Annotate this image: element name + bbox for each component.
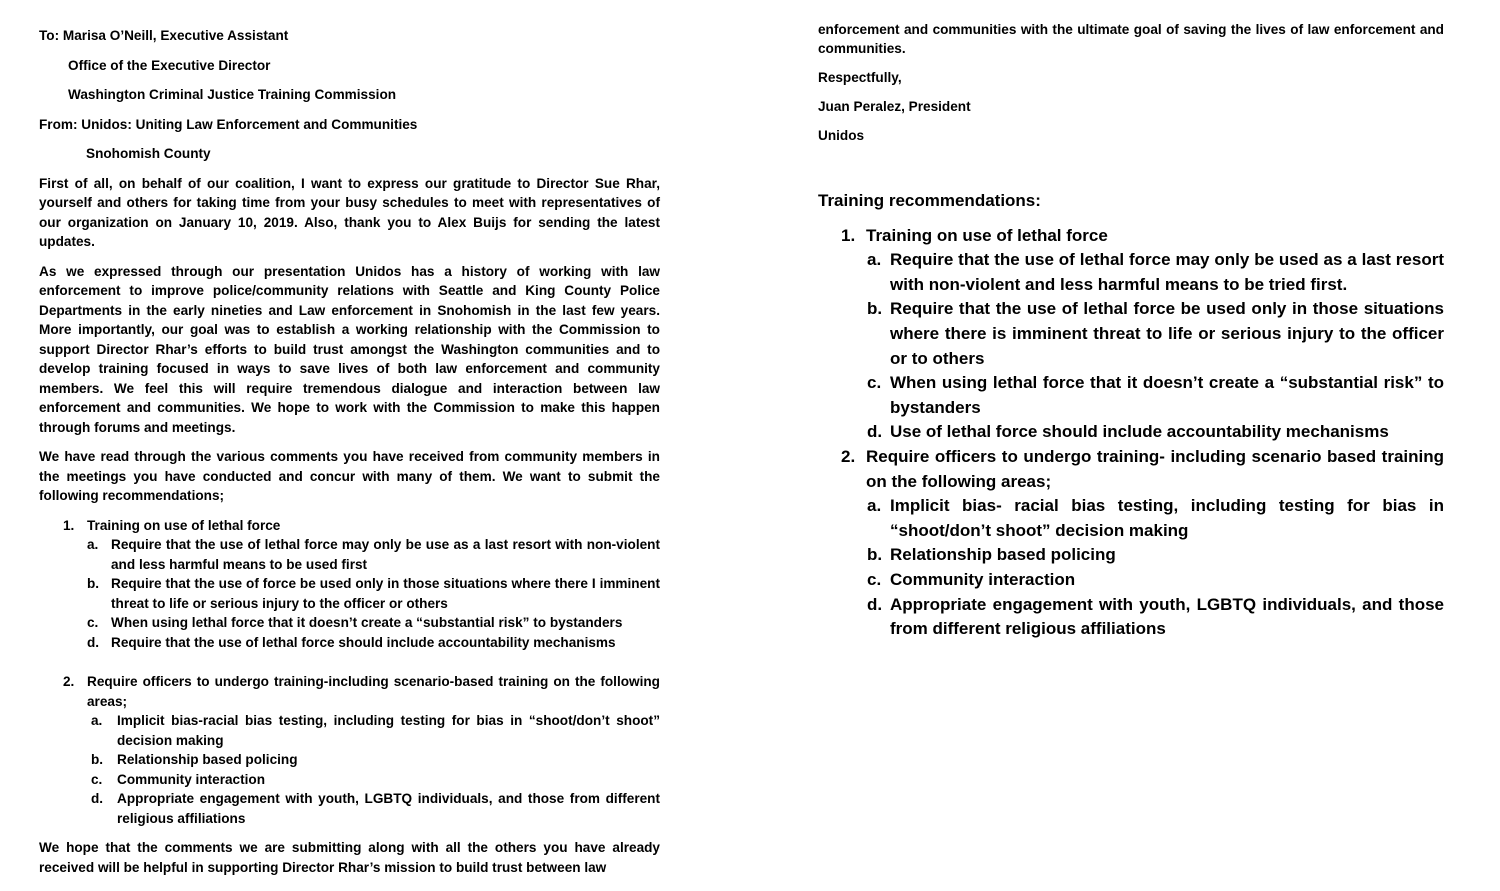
list-item-text: When using lethal force that it doesn’t create a “substantial risk” to bystanders: [111, 615, 623, 630]
list-item-text: Require that the use of lethal force be used only in those situations where there is imminent threat to life or serious injury to the officer or to others: [890, 299, 1444, 368]
list-item-mark: d.: [87, 634, 100, 650]
rlist2-heading: [818, 445, 1444, 494]
list-item: [39, 750, 660, 770]
list-item: [39, 770, 660, 790]
list-item-mark: a.: [867, 250, 882, 270]
rlist1-heading: [818, 224, 1444, 249]
list-item-text: When using lethal force that it doesn’t create a “substantial risk” to bystanders: [890, 373, 1444, 417]
list-item-mark: b.: [867, 545, 883, 565]
list-item-text: Appropriate engagement with youth, LGBTQ individuals, and those from different religious affiliations: [117, 791, 660, 826]
list-item: [818, 494, 1444, 543]
list-item-text: Relationship based policing: [117, 752, 298, 767]
list2-number: 2.: [63, 674, 75, 689]
from-line: From: Unidos: Uniting Law Enforcement and Communities: [39, 116, 418, 132]
paragraph-gratitude: First of all, on behalf of our coalition, I want to express our gratitude to Director Sue Rhar, yourself and others for taking time from your busy schedules to meet with representatives of our organization on January 10, 2019. Also, thank you to Alex Buijs for sending the latest updates.: [39, 175, 660, 249]
list-item-mark: a.: [87, 537, 99, 552]
rlist1-title: Training on use of lethal force: [866, 225, 1108, 245]
list-item: [818, 543, 1444, 568]
list-item-text: Relationship based policing: [890, 545, 1116, 565]
list-item: [39, 633, 660, 653]
list-item-mark: d.: [867, 594, 883, 614]
list1-heading: [39, 516, 660, 536]
list1-number: 1.: [63, 517, 75, 533]
recommendations-title: Training recommendations:: [818, 191, 1041, 210]
right-page: [818, 20, 1444, 642]
closing-salutation: Respectfully,: [818, 70, 902, 85]
list-item: [39, 613, 660, 633]
list-item: [818, 420, 1444, 445]
list-item-mark: b.: [867, 299, 883, 319]
paragraph-recommendations-intro: We have read through the various comments you have received from community members in the meetings you have conducted and concur with many of them. We want to submit the following recommendations;: [39, 449, 660, 503]
list-item-mark: a.: [91, 713, 103, 728]
list-item-text: Require that the use of lethal force may only be use as a last resort with non-violent and less harmful means to be used first: [111, 537, 660, 572]
list-item-text: Implicit bias-racial bias testing, including testing for bias in “shoot/don’t shoot” decision making: [117, 713, 660, 748]
list-item: [818, 248, 1444, 297]
list-item-text: Require that the use of lethal force should include accountability mechanisms: [111, 634, 616, 650]
list2-heading: [39, 672, 660, 711]
list-item-text: Community interaction: [890, 569, 1076, 589]
list-item: [39, 789, 660, 828]
list-item-mark: b.: [87, 576, 100, 591]
list-item: [818, 297, 1444, 371]
list1-title: Training on use of lethal force: [87, 517, 281, 533]
rlist2-title: Require officers to undergo training- including scenario based training on the following areas;: [866, 446, 1444, 491]
list-item: [818, 593, 1444, 642]
list-item-mark: a.: [867, 496, 882, 516]
list-item-mark: c.: [867, 569, 882, 589]
signer-name: Juan Peralez, President: [818, 99, 971, 114]
list-item-mark: b.: [91, 752, 104, 767]
list-item-text: Require that the use of lethal force may only be used as a last resort with non-violent and less harmful means to be tried first.: [890, 250, 1444, 294]
list-item: [39, 574, 660, 613]
list-item-text: Appropriate engagement with youth, LGBTQ individuals, and those from different religious affiliations: [890, 594, 1444, 639]
to-line: To: Marisa O’Neill, Executive Assistant: [39, 28, 289, 43]
from-county: Snohomish County: [86, 146, 211, 161]
list-item-text: Use of lethal force should include accountability mechanisms: [890, 422, 1389, 442]
left-page: [39, 26, 660, 877]
paragraph-closing: We hope that the comments we are submitting along with all the others you have already received will be helpful in supporting Director Rhar’s mission to build trust between law: [39, 840, 660, 875]
list-item-mark: d.: [91, 791, 104, 806]
to-org: Washington Criminal Justice Training Commission: [68, 87, 397, 102]
rlist1-number: 1.: [841, 225, 856, 245]
list-item-mark: c.: [87, 615, 99, 630]
to-office: Office of the Executive Director: [68, 57, 271, 73]
paragraph-history: As we expressed through our presentation Unidos has a history of working with law enforcement to improve police/community relations with Seattle and King County Police Departments in the early nineties and Law enforcement in Snohomish in the last few years. More importantly, our goal was to establish a working relationship with the Commission to support Director Rhar’s efforts to build trust amongst the Washington communities and to develop training focused in ways to save lives of both law enforcement and community members. We feel this will require tremendous dialogue and interaction between law enforcement and communities. We hope to work with the Commission to make this happen through forums and meetings.: [39, 263, 660, 435]
list-item-mark: d.: [867, 422, 883, 442]
signer-organization: Unidos: [818, 128, 865, 143]
list-item: [818, 371, 1444, 420]
list-item-mark: c.: [867, 373, 882, 393]
list-item-text: Community interaction: [117, 771, 266, 787]
list-item: [818, 568, 1444, 593]
list-item-text: Require that the use of force be used only in those situations where there I imminent threat to life or serious injury to the officer or others: [111, 576, 660, 611]
rlist2-number: 2.: [841, 446, 856, 466]
list-item-text: Implicit bias- racial bias testing, including testing for bias in “shoot/don’t shoot” decision making: [890, 496, 1444, 540]
list-item: [39, 711, 660, 750]
list-item: [39, 535, 660, 574]
paragraph-continuation: enforcement and communities with the ultimate goal of saving the lives of law enforcement and communities.: [818, 22, 1444, 56]
list-item-mark: c.: [91, 771, 103, 787]
list2-title: Require officers to undergo training-including scenario-based training on the following areas;: [87, 674, 660, 709]
